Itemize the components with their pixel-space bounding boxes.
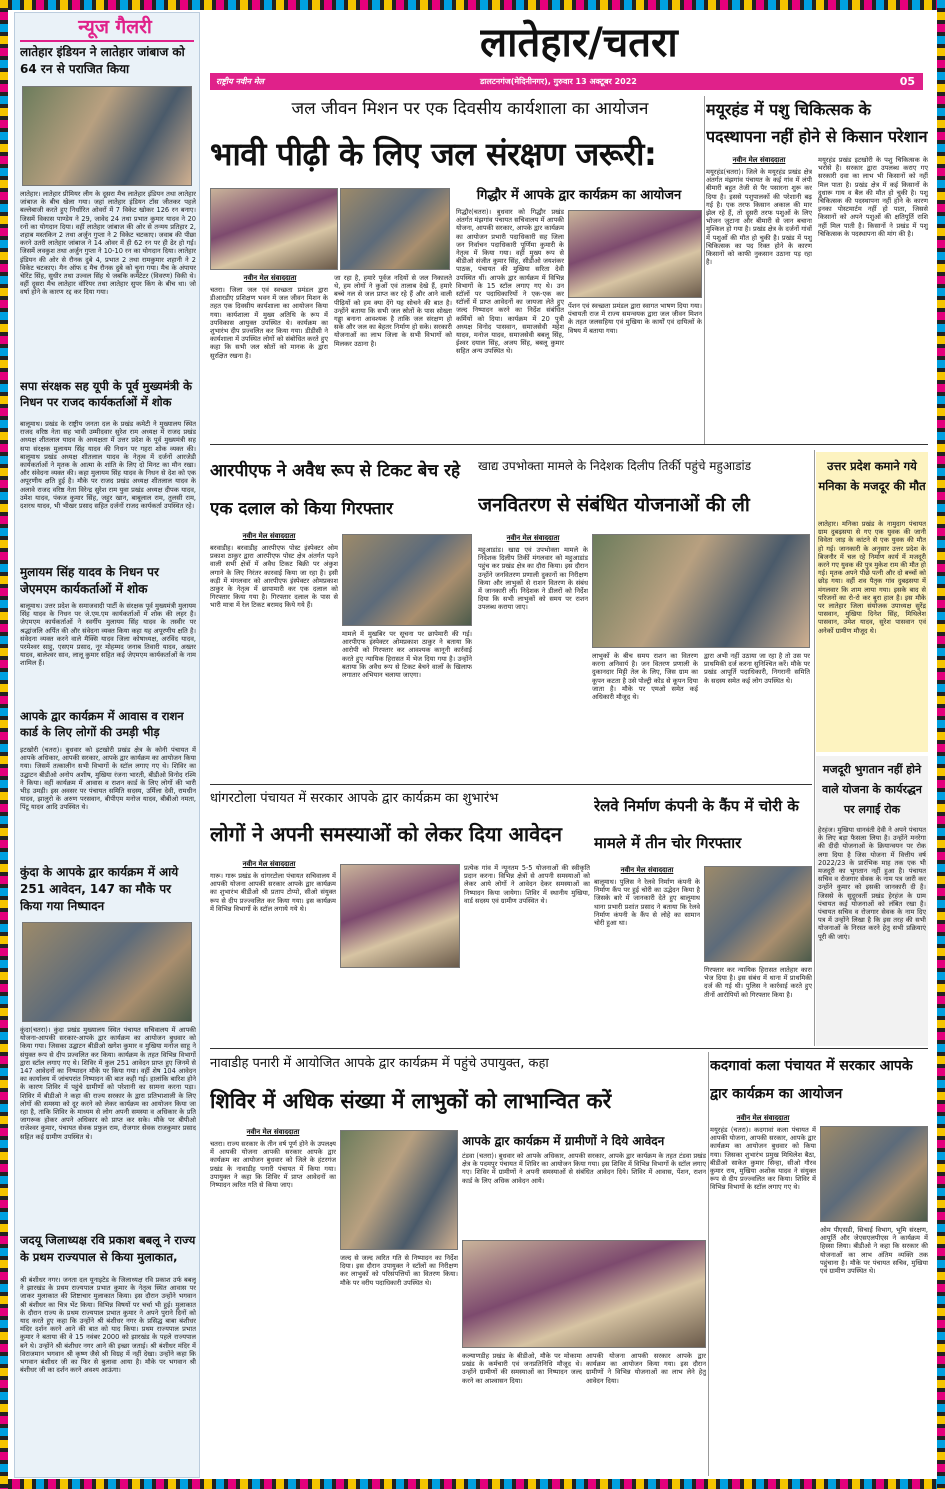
lead-body-col1: चतरा। जिला जल एवं स्वच्छता प्रमंडल द्वारा डीआरडीए प्रशिक्षण भवन में जल जीवन मिशन के तहत एक दिवसीय कार्यशाला का आयोजन किया गया। कार्यशाला में मुख्य अतिथि के रूप में उपविकास आयुक्त उपस्थित थे। कार्यक्रम का शुभारंभ दीप प्रज्वलित कर किया गया। डीडीसी ने कार्यशाला में उपस्थित लोगों को संबोधित करते हुए कहा कि सभी जल स्रोतों को मानक के द्वारा सुरक्षित रखना है। bbox=[210, 286, 328, 360]
sidebar-story5-body: कुंदा(चतरा)। कुंदा प्रखंड मुख्यालय स्थित पंचायत सचिवालय में आपकी योजना-आपकी सरकार-आपके द्वार कार्यक्रम का आयोजन बुधवार को किया गया। जिसका उद्घाटन बीडीओ खगेश कुमार व मुखिया मनोज साहू ने संयुक्त रूप से दीप प्रज्वलित कर किया। कार्यक्रम के तहत विभिन्न विभागों द्वारा स्टॉल लगाए गए थे। शिविर में कुल 251 आवेदन प्राप्त हुए जिनमें से 147 आवेदनों का निष्पादन मौके पर किया गया। वहीं शेष 104 आवेदन का कार्यालय में जांचपरांत निष्पादन की बात कही गई। हालांकि बारिश होने के कारण शिविर में पहुंचे ग्रामीणों को परेशानी का सामना करना पड़ा। शिविर में बीडीओ ने कहा की राज्य सरकार के द्वारा प्रतिभाशाली के लिए लोगों की समस्या को दूर करने को लेकर कार्यक्रम का आयोजन किया जा रहा है, ताकि शिविर के माध्यम से लोग अपनी समस्या व अधिकार के प्रति जागरूक होकर अपने अधिकार को प्राप्त कर सके। मौके पर बीपीओ राजेश्वर कुमार, पंचायत सेवक प्रफुल राम, रोजगार सेवक राजकुमार प्रसाद सहित कई ग्रामीण उपस्थित थे। bbox=[20, 1026, 196, 1141]
ghagra-byline: नवीन मेल संवाददाता bbox=[242, 860, 296, 868]
kadgaway-body-col1: मयूरहंड (चतरा)। कदगावां कला पंचायत में आपकी योजना, आपकी सरकार, आपके द्वार कार्यक्रम का आयोजन बुधवार को किया गया। जिसका शुभारंभ प्रमुख मिथिलेश बैठा, बीडीओ साकेत कुमार सिन्हा, सीओ गौरव कुमार राय, मुखिया अशोक यादव ने संयुक्त रूप से दीप प्रज्ज्वलित कर किया। शिविर में विभिन्न विभागों के स्टॉल लगाए गए थे। bbox=[710, 1126, 816, 1192]
column-rule bbox=[704, 96, 705, 444]
food-body-col3: द्वारा अभी नहीं उठाया जा रहा है तो उस पर प्राथमिकी दर्ज करना सुनिश्चित करें। मौके पर प्रखंड आपूर्ति पदाधिकारी, निगरानी समिति के सदस्य समेत कई लोग उपस्थित थे। bbox=[704, 652, 810, 685]
ghidhour-body-col1: गिद्धौर(चतरा)। बुधवार को गिद्धौर प्रखंड अंतर्गत मंझगांव पंचायत सचिवालय में आपकी योजना, आपकी सरकार, आपके द्वार कार्यक्रम का आयोजन प्रभारी पदाधिकारी सह जिला जन निर्वाचन पदाधिकारी पूर्णिमा कुमारी के नेतृत्व में किया गया। वहीं मुख्य रूप से बीडीओ संजीत कुमार सिंह, सीडीओ जयशंकर पाठक, पंचायत की मुखिया सरिता देवी उपस्थित थीं। आपके द्वार कार्यक्रम में विभिन्न विभागों के 15 स्टॉल लगाए गए थे। उन स्टॉलों पर पदाधिकारियों ने एक-एक कर स्टॉलों में प्राप्त आवेदनों का जायजा लेते हुए जल्द निष्पादन करने का निर्देश संबंधित कर्मियों को दिया। कार्यक्रम में 20 पुत्री अध्यक्ष विनोद पासवान, समाजसेवी महेश यादव, मनोज यादव, समाजसेवी बबलू सिंह, ईश्वर दयाल सिंह, अजय सिंह, बबलू कुमार सहित अन्य उपस्थित थे। bbox=[456, 208, 564, 356]
tandwa-body-col2: कल्याणडीह प्रखंड के बीडीओ, मौके पर मोकामा प्रखंड के कर्मचारी एवं जनप्रतिनिधि मौजूद थे। उन्होंने ग्रामीणों की समस्याओं का निष्पादन जल्द करने का आश्वासन दिया। bbox=[462, 1352, 582, 1385]
sidebar-story1-body: लातेहार। लातेहार प्रीमियर लीग के दूसरा मैच लातेहार इंडियन तथा लातेहार जांबाज के बीच खेला गया। जहां लातेहार इंडियन टॉस जीतकर पहले बल्लेबाजी करते हुए निर्धारित ओवरों में 7 विकेट खोकर 126 रन बनाए। जिसमें विकास पाण्डेय ने 29, जावेद 24 तथा प्रभात कुमार यादव ने 20 रनों का योगदान दिया। वहीं लातेहार जांबाज की ओर से तन्मय प्रतिहार 2, शहाब मस्तकिन 2 तथा अर्जुन गुप्ता ने 2 विकेट चटकाए। जवाब की पीछा करने उतरी लातेहार जांबाज ने 14 ओवर में ही 62 रन पर ही ढेर हो गई। जिसमें लवकुश तथा अर्जुन गुप्ता ने 10-10 रन का योगदान दिया। लातेहार इंडियन की ओर से रौनक दुबे 4, प्रभात 2 तथा रामकुमार शहानी ने 2 विकेट चटकाए। मैन ऑफ द मैच रौनक दुबे को चुना गया। मैच के अंपायर चेरिंट सिंह, सुधीर तथा उज्वल सिंह थे जबकि कमेंटेटर (विवरण) विकी थे। वहीं दूसरा मैच लातेहार वॉरियर तथा लातेहार सुपर किंग के बीच था। जो वर्षा होने के कारण रद्द कर दिया गया। bbox=[20, 190, 196, 297]
section-title: लातेहार/चतरा bbox=[480, 20, 678, 66]
sidebar-header-rule bbox=[20, 40, 194, 42]
majdoori-body: हेरहंज। मुखिया धानवंती देवी ने अपने पंचायत के लिए बड़ा फैसला लिया है। उन्होंने मनरेगा की दीदी योजनाओं के क्रियान्वयन पर रोक लगा दिया है जिस योजना में वित्तीय वर्ष 2022/23 के प्रारंभिक माह तक एक भी मजदूरी का भुगतान नहीं हुआ है। पंचायत सचिव व रोजगार सेवक के नाम पत्र जारी कर उन्होंने कुमार को इसकी जानकारी दी है। जिससे के सूदूरवर्ती प्रखंड हेरहंज के ग्राम पंचायत कई योजनाओं को लंबित रखा है। पंचायत सचिव व रोजगार सेवक के नाम दिए पत्र में उन्होंने लिखा है कि इस तरह की सभी योजनाओं के निरस्त करने हेतु सभी प्रक्रियाएं पूरी की जाएं। bbox=[818, 826, 926, 941]
ghidhour-photo bbox=[568, 210, 702, 298]
food-body-col2: लाभुकों के बीच समय राशन का वितरण करना अनिवार्य है। जन वितरण प्रणाली के दुकानदार मिट्टी तेल के लिए, जिस ग्राम का कूपन कटता है उसे पोल्ट्री कोड से कूपन दिया जाता है। मौके पर एमओ समेत कई अधिकारी मौजूद थे। bbox=[592, 652, 698, 702]
ghagra-headline: लोगों ने अपनी समस्याओं को लेकर दिया आवेदन bbox=[210, 822, 562, 846]
sidebar-header: न्यूज गैलरी bbox=[78, 16, 152, 38]
dateline: डालटनगंज(मेदिनीनगर), गुरुवार 13 अक्टूबर 2022 bbox=[480, 77, 637, 86]
kadgaway-byline: नवीन मेल संवाददाता bbox=[736, 1114, 790, 1122]
sidebar-story3-body: बालूमाथ। उत्तर प्रदेश के समाजवादी पार्टी के संरक्षक पूर्व मुख्यमंत्री मुलायम सिंह यादव के निधन पर जे.एम.एम कार्यकर्ताओं में शोक की लहर है। जेएमएम कार्यकर्ताओं ने स्वर्गीय मुलायम सिंह यादव के तस्वीर पर श्रद्धांजलि अर्पित की और संवेदना व्यक्त किया कहा यह अपूरणीय क्षति है। संवेदना व्यक्त करने वाले मैक्सि यादव जिला कोषाध्यक्ष, अरविंद यादव, परमेश्वर साहु, एसएम प्रसाद, नूर मोहम्मद जनाब तिवारी यादव, अख्तर यादव, बालेश्वर साव, लालू कुमार सहित कई जेएमएम कार्यकर्ताओं के नाम शामिल हैं। bbox=[20, 602, 196, 668]
food-photo bbox=[592, 534, 810, 648]
ghagra-kicker: धांगरटोला पंचायत में सरकार आपके द्वार कार्यक्रम का शुभारंभ bbox=[210, 791, 499, 806]
navabandh-byline: नवीन मेल संवाददाता bbox=[246, 1128, 300, 1136]
ghagra-body-col1: गारू। गारू प्रखंड के धांगरटोला पंचायत सचिवालय में आपकी योजना आपकी सरकार आपके द्वार कार्यक्रम का शुभारंभ बीडीओ श्री प्रताप टोप्पो, सीओ संयुक्त रूप से दीप प्रज्ज्वलित कर किया गया। इस कार्यक्रम में विभिन्न विभागों के स्टॉल लगाये गये थे। bbox=[210, 872, 336, 913]
navabandh-headline: शिविर में अधिक संख्या में लाभुकों को लाभान्वित करें bbox=[210, 1089, 612, 1113]
food-body-col1: महुआडांड। खाद्य एवं उपभोक्ता मामले के निदेशक दिलीप तिर्की मंगलवार को महुआडांड पहुंच कर प्रखंड क्षेत्र का दौरा किया। इस दौरान उन्होंने जनवितरण प्रणाली दुकानों का निरीक्षण किया और लाभुकों से राशन वितरण के संबंध में जानकारी ली। निदेशक ने डीलरों को निर्देश दिया कि सभी लाभुकों को समय पर राशन उपलब्ध कराया जाए। bbox=[478, 546, 588, 612]
sidebar-story1-photo bbox=[22, 86, 192, 186]
page-number: 05 bbox=[899, 75, 915, 88]
lead-byline: नवीन मेल संवाददाता bbox=[243, 274, 297, 282]
mayurhand-headline: मयूरहंड में पशु चिकित्सक के पदस्थापना नहीं होने से किसान परेशान bbox=[706, 100, 928, 146]
majdoori-headline: मजदूरी भुगतान नहीं होने वाले योजना के कार्यरद्धन पर लगाई रोक bbox=[822, 763, 922, 816]
railway-body-col1: बालूमाथ। पुलिस ने रेलवे निर्माण कंपनी के निर्माण कैंप पर हुई चोरी का उद्भेदन किया है जिसके बारे में जानकारी देते हुए बालूमाथ थाना प्रभारी प्रशांत प्रसाद ने बताया कि रेलवे निर्माण कंपनी के कैंप से लोहे का सामान चोरी हुआ था। bbox=[594, 878, 700, 928]
sidebar-story6-headline: जदयू जिलाध्यक्ष रवि प्रकाश बबलू ने राज्य के प्रथम राज्यपाल से किया मुलाकात, bbox=[20, 1233, 196, 1264]
decorative-border-top bbox=[0, 0, 945, 10]
tandwa-body-col3: आपकी योजना आपकी सरकार आपके द्वार कार्यक्रम का आयोजन किया गया। इस दौरान ग्रामीणों ने विभिन्न योजनाओं का लाभ लेने हेतु आवेदन दिया। bbox=[586, 1352, 706, 1385]
ticket-headline: आरपीएफ ने अवैध रूप से टिकट बेच रहे एक दलाल को किया गिरफ्तार bbox=[210, 461, 461, 519]
decorative-border-right bbox=[937, 0, 945, 1489]
food-headline: जनवितरण से संबंधित योजनाओं की ली bbox=[478, 494, 750, 516]
divider bbox=[210, 444, 928, 445]
lead-headline: भावी पीढ़ी के लिए जल संरक्षण जरूरी: bbox=[210, 135, 657, 173]
masthead-bar bbox=[210, 73, 923, 90]
food-byline: नवीन मेल संवाददाता bbox=[506, 534, 560, 542]
food-kicker: खाद्य उपभोक्ता मामले के निदेशक दिलीप तिर्की पहुंचे महुआडांड bbox=[478, 459, 752, 473]
ticket-photo bbox=[342, 534, 472, 626]
tandwa-photo bbox=[462, 1240, 706, 1348]
sidebar-story3-headline: मुलायम सिंह यादव के निधन पर जेएमएम कार्यकर्ताओं में शोक bbox=[20, 565, 159, 596]
mayurhand-body-col2: मयूरहंड प्रखंड इटखोरी के पशु चिकित्सक के भरोसे है। सरकार द्वारा उपलब्ध कराए गए सरकारी दवा का लाभ भी किसानों को नहीं मिल पाता है। प्रखंड क्षेत्र में कई किसानों के दुधारू गाय व बैल की मौत हो चुकी है। पशु चिकित्सक की पदस्थापना नहीं होने के कारण इनका पोस्टमार्टम नहीं हो पाता, जिससे किसानों को अपने पशुओं की क्षतिपूर्ति राशि नहीं मिल पाती है। किसानों ने प्रखंड में पशु चिकित्सक के पदस्थापना की मांग की है। bbox=[818, 156, 928, 238]
lead-photo-1 bbox=[210, 188, 338, 270]
kadgaway-photo bbox=[820, 1126, 928, 1222]
sidebar-story5-headline: कुंदा के आपके द्वार कार्यक्रम में आये 251 आवेदन, 147 का मौके पर किया गया निष्पादन bbox=[20, 865, 179, 913]
lead-body-col2: जा रहा है, हमारे पूर्वज नदियों से जल निकालते थे, हम लोगों ने कुओं एवं तालाब देखे हैं, हमारे बच्चे नल से जल प्राप्त कर रहे हैं और आने वाली पीढ़ियों को हम क्या देंगे यह सोचने की बात है। उन्होंने बताया कि सभी जल स्रोतों के पास सोख्ता गड्ढा बनाना आवश्यक है ताकि जल संरक्षण हो सके और जल का बेहतर निर्माण हो सके। सरकारी योजनाओं का लाभ जिला के सभी विभागों को मिलकर उठाना है। bbox=[334, 274, 452, 348]
mayurhand-byline: नवीन मेल संवाददाता bbox=[732, 156, 786, 164]
railway-body-col2: गिरफ्तार कर न्यायिक हिरासत लातेहार कारा भेज दिया है। इस संबंध में थाना में प्राथमिकी दर्ज की गई थी। पुलिस ने कार्रवाई करते हुए तीनों आरोपियों को गिरफ्तार किया है। bbox=[704, 966, 812, 999]
sidebar-story6-body: श्री बंशीधर नगर। जनता दल यूनाइटेड के जिलाध्यक्ष रवि प्रकाश उर्फ बबलू ने झारखंड के प्रथम राज्यपाल प्रभात कुमार के नेतृत्व स्थित आवास पर जाकर मुलाकात की शिष्टाचार मुलाकात किया। इस दौरान उन्होंने भगवान श्री बंशीधर का चित्र भेंट किया। विभिन्न विषयों पर चर्चा भी हुई। मुलाकात के दौरान राज्य के प्रथम राज्यपाल प्रभात कुमार ने अपने पुराने दिनों को याद करते हुए कहा कि उन्होंने श्री बंशीधर नगर के प्रसिद्ध बाबा बंशीधर मंदिर दर्शन करने आने की बात को याद किया। प्रथम राज्यपाल प्रभात कुमार ने बताया की वे 15 नवंबर 2000 को झारखंड के पहले राज्यपाल बने थे। उन्होंने श्री बंशीधर नगर आने की इच्छा जताई। श्री बंशीधर मंदिर में विराजमान भगवान श्री कृष्ण जैसे श्री विग्रह में नहीं देखा। उन्होंने कहा कि भगवान बंशीधर जी का फिर से बुलावा आया है। मौके पर भगवान श्री बंशीधर जी का दर्शन करने अवश्य आऊंगा। bbox=[20, 1276, 196, 1375]
ghidhour-body-col2: पेंशन एवं स्वच्छता प्रमंडल द्वारा स्वागत भाषण दिया गया। पंचायती राज में राज्य समन्वयक द्वारा जल जीवन मिशन के तहत जलसहिया एवं मुखिया के कार्यों एवं दायित्वों के विषय में बताया गया। bbox=[568, 302, 702, 335]
paper-name: राष्ट्रीय नवीन मेल bbox=[216, 77, 264, 86]
sidebar-story2-headline: सपा संरक्षक सह यूपी के पूर्व मुख्यमंत्री के निधन पर राजद कार्यकर्ताओं में शोक bbox=[20, 379, 192, 409]
kadgaway-headline: कदगावां कला पंचायत में सरकार आपके द्वार कार्यक्रम का आयोजन bbox=[710, 1058, 913, 1102]
divider bbox=[210, 784, 812, 785]
mayurhand-body-col1: मयूरहंड(चतरा)। जिले के मयूरहंड प्रखंड क्षेत्र अंतर्गत मंझगांव पंचायत के कई गांव में लंपी बीमारी बहुत तेजी से पैर पसारना शुरू कर दिया है। इससे पशुपालकों की परेशानी बढ़ गई है। एक तरफ किसान अकाल की मार झेल रहे हैं, तो दूसरी तरफ पशुओं के लिए भोजन जुटाना और बीमारी से जान बचाना मुश्किल हो गया है। प्रखंड क्षेत्र के दर्जनों गांवों में पशुओं की मौत हो चुकी है। प्रखंड में पशु चिकित्सक का पद रिक्त होने के कारण किसानों को काफी नुकसान उठाना पड़ रहा है। bbox=[706, 168, 812, 267]
up-headline: उत्तर प्रदेश कमाने गये मनिका के मजदूर की मौत bbox=[818, 459, 926, 493]
ticket-body-col2: मामले में मुखबिर पर सूचना पर छापेमारी की गई। आरपीएफ इंस्पेक्टर ओमप्रकाश ठाकुर ने बताया कि आरोपी को गिरफ्तार कर आवश्यक कानूनी कार्रवाई करते हुए न्यायिक हिरासत में भेज दिया गया है। उन्होंने बताया कि अवैध रूप से टिकट बेचने वालों के खिलाफ लगातार अभियान चलाया जाएगा। bbox=[342, 630, 472, 680]
divider bbox=[210, 1048, 928, 1049]
navabandh-body-col2: जल्द से जल्द त्वरित गति से निष्पादन का निर्देश दिया। इस दौरान उपायुक्त ने स्टॉलों का निरीक्षण कर लाभुकों को परिसंपत्तियों का वितरण किया। मौके पर वरीय पदाधिकारी उपस्थित थे। bbox=[340, 1254, 458, 1287]
ticket-byline: नवीन मेल संवाददाता bbox=[242, 532, 296, 540]
railway-headline: रेलवे निर्माण कंपनी के कैंप में चोरी के मामले में तीन चोर गिरफ्तार bbox=[594, 797, 799, 852]
kadgaway-body-col2: ओम पीएसडी, सिचाई विभाग, भूमि संरक्षण, आपूर्ति और जेएसएलपीएस ने कार्यक्रम में हिस्सा लिया। बीडीओ ने कहा कि सरकार की योजनाओं का लाभ अंतिम व्यक्ति तक पहुंचाना है। मौके पर पंचायत सचिव, मुखिया एवं ग्रामीण उपस्थित थे। bbox=[820, 1226, 928, 1276]
tandwa-body-col1: टंडवा (चतरा)। बुधवार को आपके अधिकार, आपकी सरकार, आपके द्वार कार्यक्रम के तहत टंडवा प्रखंड क्षेत्र के पदमपुर पंचायत में शिविर का आयोजन किया गया। इस शिविर में विभिन्न विभागों के स्टॉल लगाए गए। शिविर में ग्रामीणों ने अपनी समस्याओं से संबंधित आवेदन दिये। शिविर में आवास, पेंशन, राशन कार्ड के लिए अधिक आवेदन आये। bbox=[462, 1152, 706, 1185]
sidebar-story2-body: बालूमाथ। प्रखंड के राष्ट्रीय जनता दल के प्रखंड कमेटी ने मुख्यालय स्थित राजद वरिष्ठ नेता सह भावी उम्मीदवार सुरेश राम अध्यक्ष में राजद प्रखंड अध्यक्ष शीतलाल यादव के अध्यक्षता में उत्तर प्रदेश के पूर्व मुख्यमंत्री सह सपा संरक्षक मुलायम सिंह यादव की निधन पर गहरा शोक व्यक्त की। बालूमाथ प्रखंड अध्यक्ष शीतलाल यादव के नेतृत्व में दर्जनों आरजेडी कार्यकर्ताओं ने मृतक के आत्मा के शांति के लिए दो मिनट का मौन रखा। और संवेदना व्यक्त की। कहा मुलायम सिंह यादव के निधन से देश को एक अपूरणीय क्षति हुई है। मौके पर राजद प्रखंड अध्यक्ष शीतलाल यादव के अलावे राजद वरिष्ठ नेता विरेन्द्र सुरेश राम युवा प्रखंड अध्यक्ष दीपक यादव, उमेश यादव, पंकज कुमार सिंह, जहुर खान, बाबूलाल राम, तुलसी राम, दशरथ यादव, भी भीखर प्रसाद सहित दर्जनों राजद कार्यकर्ता उपस्थित रहे। bbox=[20, 420, 196, 511]
ghagra-photo bbox=[340, 864, 460, 968]
navabandh-photo bbox=[340, 1130, 458, 1250]
column-rule bbox=[814, 450, 815, 1046]
sidebar-story4-body: इटखोरी (चतरा)। बुधवार को इटखोरी प्रखंड क्षेत्र के कोनी पंचायत में आपके अधिकार, आपकी सरकार, आपके द्वार कार्यक्रम का आयोजन किया गया। जिसमें तत्कालीन सभी विभागों के स्टॉल लगाए गए थे। शिविर का उद्घाटन बीडीओ अनोप अशीष, मुखिया रंजना भारती, बीडीओ विनोद रश्मि ने किया। वहीं कार्यक्रम में आवास व राशन कार्ड के लिए लोगों की भारी भीड़ उमड़ी। इस अवसर पर पंचायत समिति सदस्य, उर्मिला देवी, रामधीन यादव, झालुरो के अरुण परसवान, बीपीएम मनोज यादव, बीबीओ नमता, पिंटू यादव आदि उपस्थित थे। bbox=[20, 746, 196, 812]
navabandh-kicker: नावाडीह पनारी में आयोजित आपके द्वार कार्यक्रम में पहुंचे उपायुक्त, कहा bbox=[210, 1056, 549, 1071]
ghagra-body-col2: प्रत्येक गांव में न्यूनतम 5-5 योजनाओं की स्वीकृति प्रदान करना। विभिन्न क्षेत्रों से आपनी समस्याओं को लेकर आये लोगों ने आवेदन देकर समस्याओं का निष्पादन किया जायेगा। शिविर में स्थानीय मुखिया, वार्ड सदस्य एवं ग्रामीण उपस्थित थे। bbox=[464, 864, 590, 905]
lead-photo-2 bbox=[340, 188, 450, 270]
sidebar-story4-headline: आपके द्वार कार्यक्रम में आवास व राशन कार्ड के लिए लोगों की उमड़ी भीड़ bbox=[20, 709, 184, 739]
sidebar-story1-headline: लातेहार इंडियन ने लातेहार जांबाज को 64 रन से पराजित किया bbox=[20, 45, 185, 76]
tandwa-headline: आपके द्वार कार्यक्रम में ग्रामीणों ने दिये आवेदन bbox=[462, 1134, 665, 1148]
up-body: लातेहार। मनिका प्रखंड के नामुदाग पंचायत ग्राम दुबढ़सया से गए एक युवक की जानी विवेता जाड़ के कांटने से एक युवक की मौत हो गई। जानकारी के अनुसार उत्तर प्रदेश के बिजनौर में चल रहे निर्माण कार्य में मजदूरी करने गए युवक की पुत्र मुकेश राम की मौत हो गई। मृतक अपने पीछे पत्नी और दो बच्चों को छोड़ गया। वहीं शव पैतृक गांव दुबढ़सया में मंगलवार कि शाम लाया गया। इसके बाद से परिजनों का रो-रो कर बुरा हाल है। इस मौके पर लातेहार जिला संयोजक उपाध्यक्ष सुरेंद्र पासवान, मुखिया दिनेश सिंह, मिथिलेश पासवान, उमेश यादव, सुरेश पासवान एवं अनेकों ग्रामीण मौजूद थे। bbox=[818, 520, 926, 635]
railway-byline: नवीन मेल संवाददाता bbox=[620, 866, 674, 874]
sidebar-story5-photo bbox=[22, 922, 192, 1022]
ticket-body-col1: बरवाडीह। बरवाडीह आरपीएफ पोस्ट इंस्पेक्टर ओम प्रकाश ठाकुर द्वारा आरपीएफ पोस्ट क्षेत्र अंतर्गत पड़ने वाली सभी क्षेत्रों में अवैध टिकट बिक्री पर अंकुश लगाने के लिए निरंतर कारवाई किया जा रहा है। इसी कड़ी में मंगलवार को आरपीएफ इंस्पेक्टर ओमप्रकाश ठाकुर के नेतृत्व में छापामारी कर एक दलाल को गिरफ्तार किया गया है। गिरफ्तार दलाल के पास से भारी मात्रा में रेल टिकट बरामद किये गये हैं। bbox=[210, 544, 338, 610]
lead-kicker: जल जीवन मिशन पर एक दिवसीय कार्यशाला का आयोजन bbox=[291, 99, 649, 119]
ghidhour-headline: गिद्धौर में आपके द्वार कार्यक्रम का आयोजन bbox=[476, 188, 682, 203]
decorative-border-bottom bbox=[0, 1479, 945, 1489]
navabandh-body-col1: चतरा। राज्य सरकार के तीन वर्ष पूर्ण होने के उपलक्ष्य में आपकी योजना आपकी सरकार आपके द्वार कार्यक्रम का आयोजन बुधवार को जिले के हंटरगंज प्रखंड के नावाडीह पनारी पंचायत में किया गया। उपायुक्त ने कहा कि शिविर में प्राप्त आवेदनों का निष्पादन त्वरित गति से किया जाए। bbox=[210, 1140, 336, 1190]
railway-photo bbox=[704, 866, 812, 962]
decorative-border-left bbox=[0, 0, 8, 1489]
column-rule bbox=[708, 1052, 709, 1476]
